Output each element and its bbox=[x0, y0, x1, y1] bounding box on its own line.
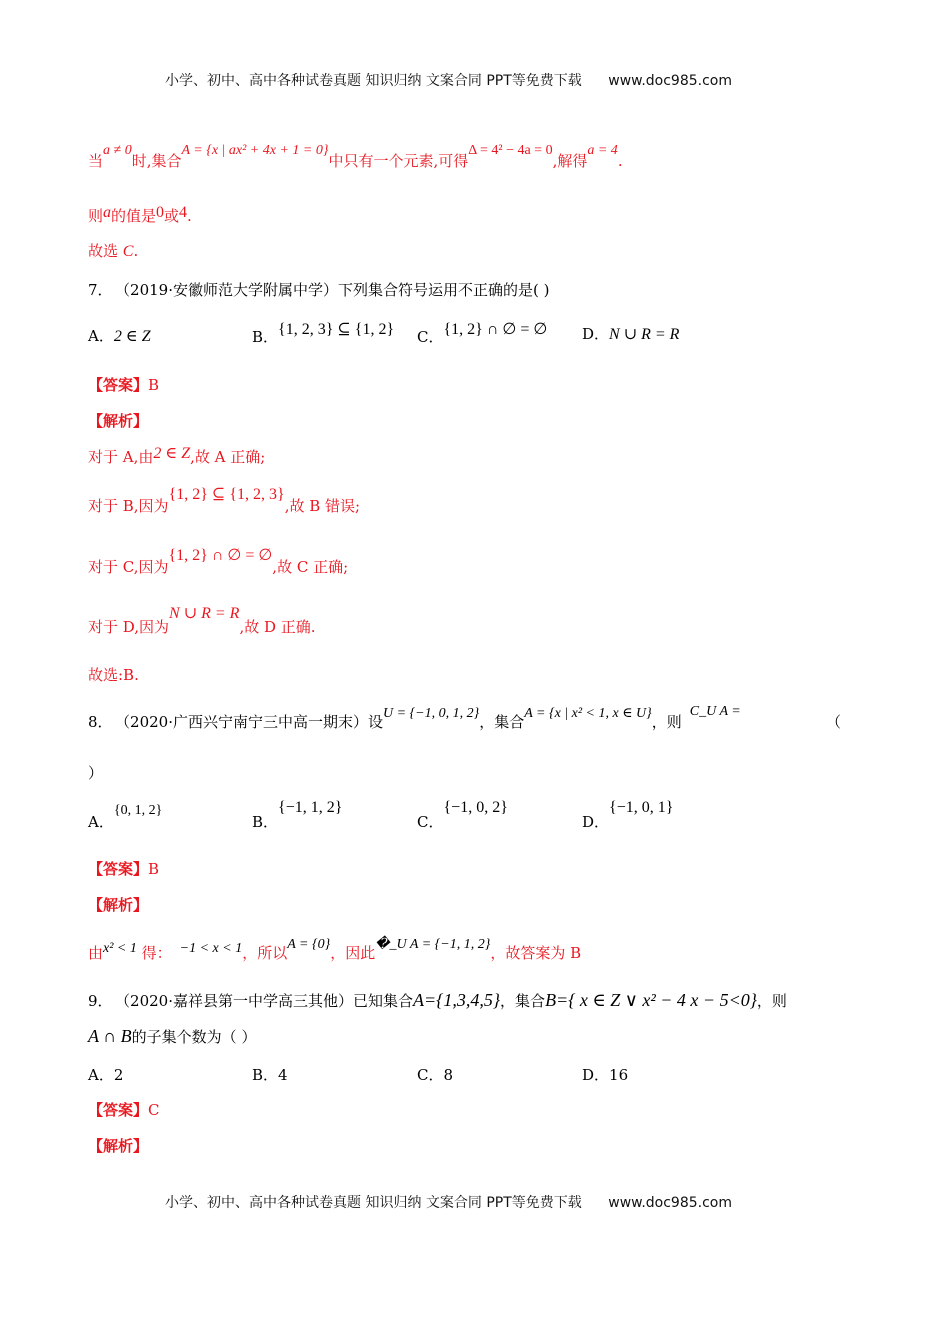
q8-solution: 由x² < 1 得： −1 < x < 1，所以A = {0}，因此�_U A = {−1, 1, 2}，故答案为 B bbox=[88, 937, 582, 962]
prev-conclusion: 故选 C. bbox=[88, 242, 139, 260]
header-text: 小学、初中、高中各种试卷真题 知识归纳 文案合同 PPT等免费下载 bbox=[165, 73, 582, 89]
math-expr: Δ = 4² − 4a = 0 bbox=[468, 143, 553, 158]
q9-option-c[interactable]: C．8 bbox=[417, 1066, 454, 1084]
q9-option-b[interactable]: B．4 bbox=[252, 1066, 288, 1084]
q9-analysis-label: 【解析】 bbox=[88, 1137, 149, 1155]
question-8-stem: 8． （2020·广西兴宁南宁三中高一期末）设U = {−1, 0, 1, 2}，集合A = {x | x² < 1, x ∈ U}，则C_U A = bbox=[88, 704, 741, 731]
page-header bbox=[165, 70, 732, 90]
q7-analysis-line-a: 对于 A,由2 ∈ Z,故 A 正确; bbox=[88, 445, 266, 466]
math-expr: A = {x | ax² + 4x + 1 = 0} bbox=[181, 143, 329, 158]
q8-option-b[interactable]: B．{−1, 1, 2} bbox=[252, 799, 343, 831]
question-9-line-2: A ∩ B的子集个数为（ ） bbox=[88, 1026, 257, 1046]
header-url[interactable]: www.doc985.com bbox=[608, 73, 732, 89]
q8-analysis-label: 【解析】 bbox=[88, 896, 149, 914]
q7-analysis-line-c: 对于 C,因为{1, 2} ∩ ∅ = ∅,故 C 正确; bbox=[88, 547, 349, 576]
footer-url[interactable]: www.doc985.com bbox=[608, 1195, 732, 1211]
question-number: 9． bbox=[88, 992, 113, 1010]
math-expr: 0 bbox=[156, 204, 165, 221]
math-expr: a ≠ 0 bbox=[103, 143, 132, 158]
q9-answer: 【答案】C bbox=[88, 1101, 160, 1119]
math-expr: 4 bbox=[179, 204, 188, 221]
q7-option-c[interactable]: C．{1, 2} ∩ ∅ = ∅ bbox=[417, 321, 548, 346]
question-9-stem: 9． （2020·嘉祥县第一中学高三其他）已知集合A={1,3,4,5}，集合B={ x ∈ Z ∨ x² − 4 x − 5<0}，则 bbox=[88, 990, 787, 1010]
q7-option-d[interactable]: D．N ∪ R = R bbox=[582, 325, 680, 343]
q9-option-a[interactable]: A．2 bbox=[88, 1066, 124, 1084]
q8-answer: 【答案】B bbox=[88, 860, 160, 878]
math-expr: a bbox=[103, 204, 112, 221]
prev-solution-line-1: 当a ≠ 0时,集合A = {x | ax² + 4x + 1 = 0}中只有一个元素,可得Δ = 4² − 4a = 0,解得a = 4. bbox=[88, 143, 623, 170]
q8-option-d[interactable]: D．{−1, 0, 1} bbox=[582, 799, 674, 831]
question-text: （2020·嘉祥县第一中学高三其他）已知集合 bbox=[122, 992, 413, 1010]
q7-answer: 【答案】B bbox=[88, 376, 160, 394]
q8-option-a[interactable]: A．{0, 1, 2} bbox=[88, 803, 163, 831]
question-text: （2019·安徽师范大学附属中学）下列集合符号运用不正确的是( ) bbox=[122, 281, 550, 299]
math-expr: a = 4 bbox=[587, 143, 618, 158]
page-footer bbox=[165, 1192, 732, 1212]
q8-option-c[interactable]: C．{−1, 0, 2} bbox=[417, 799, 508, 831]
q7-analysis-line-d: 对于 D,因为N ∪ R = R,故 D 正确. bbox=[88, 605, 316, 636]
question-number: 7． bbox=[88, 281, 113, 299]
q7-conclusion: 故选:B. bbox=[88, 666, 139, 684]
q7-option-a[interactable]: A．2 ∈ Z bbox=[88, 327, 151, 345]
question-number: 8． bbox=[88, 713, 113, 731]
question-7-stem bbox=[88, 279, 549, 300]
q7-analysis-line-b: 对于 B,因为{1, 2} ⊆ {1, 2, 3},故 B 错误; bbox=[88, 486, 361, 515]
q8-paren-open: （ bbox=[826, 713, 842, 731]
q7-option-b[interactable]: B．{1, 2, 3} ⊆ {1, 2} bbox=[252, 321, 395, 346]
prev-solution-line-2: 则a的值是0或4. bbox=[88, 204, 192, 225]
q8-paren-close: ） bbox=[88, 764, 104, 782]
footer-text: 小学、初中、高中各种试卷真题 知识归纳 文案合同 PPT等免费下载 bbox=[165, 1195, 582, 1211]
q9-option-d[interactable]: D．16 bbox=[582, 1066, 629, 1084]
q7-analysis-label: 【解析】 bbox=[88, 412, 149, 430]
question-text: （2020·广西兴宁南宁三中高一期末）设 bbox=[122, 713, 383, 731]
